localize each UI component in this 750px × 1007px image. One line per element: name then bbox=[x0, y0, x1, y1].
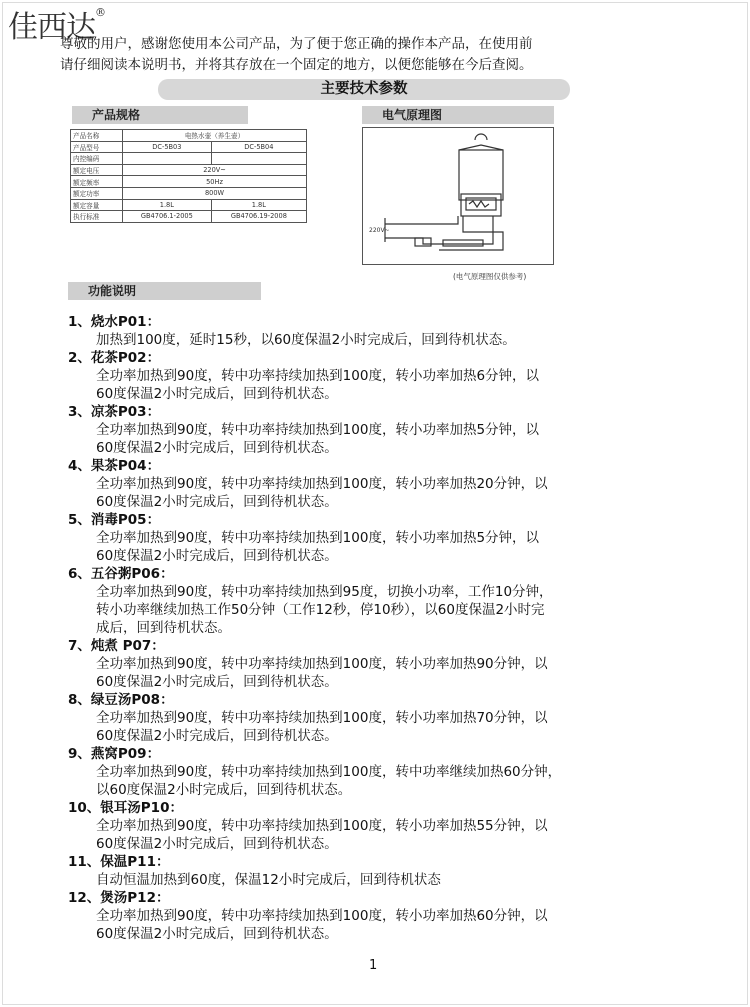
list-item bbox=[68, 691, 688, 745]
list-item bbox=[68, 349, 688, 403]
spec-value: DC-5B04 bbox=[211, 141, 306, 153]
spec-value: 800W bbox=[123, 187, 307, 199]
circuit-diagram bbox=[362, 127, 554, 265]
feature-title: 6、五谷粥P06： bbox=[68, 566, 174, 582]
feature-description: 自动恒温加热到60度，保温12小时完成后，回到待机状态 bbox=[96, 872, 441, 888]
spec-value: 220V~ bbox=[123, 164, 307, 176]
spec-value: GB4706.1-2005 bbox=[123, 211, 212, 223]
circuit-schematic bbox=[363, 128, 553, 264]
list-item bbox=[68, 799, 688, 853]
section-banner: 主要技术参数 bbox=[158, 79, 570, 100]
feature-title: 5、消毒P05： bbox=[68, 512, 161, 528]
feature-title: 12、煲汤P12： bbox=[68, 890, 170, 906]
spec-value bbox=[211, 153, 306, 165]
feature-description: 全功率加热到90度，转中功率持续加热到100度，转小功率加热6分钟，以 60度保温2小时完成后，回到待机状态。 bbox=[96, 368, 540, 402]
spec-value: DC-5B03 bbox=[123, 141, 212, 153]
spec-value: 1.8L bbox=[211, 199, 306, 211]
diagram-voltage-label: 220V~ bbox=[369, 227, 390, 234]
list-item bbox=[68, 403, 688, 457]
table-row bbox=[71, 211, 307, 223]
feature-title: 3、凉茶P03： bbox=[68, 404, 161, 420]
table-row bbox=[71, 153, 307, 165]
feature-description: 全功率加热到90度，转中功率持续加热到100度，转小功率加热90分钟，以 60度保温2小时完成后，回到待机状态。 bbox=[96, 656, 548, 690]
spec-label: 额定频率 bbox=[71, 176, 123, 188]
list-item bbox=[68, 313, 688, 349]
table-row bbox=[71, 199, 307, 211]
spec-value: 电热水壶（养生壶） bbox=[123, 130, 307, 142]
spec-value: 50Hz bbox=[123, 176, 307, 188]
intro-line: 请仔细阅读本说明书，并将其存放在一个固定的地方，以便您能够在今后查阅。 bbox=[60, 57, 533, 73]
feature-description: 全功率加热到90度，转中功率持续加热到100度，转小功率加热60分钟，以 60度保温2小时完成后，回到待机状态。 bbox=[96, 908, 548, 942]
spec-heading: 产品规格 bbox=[72, 106, 248, 124]
features-heading: 功能说明 bbox=[68, 282, 261, 300]
feature-description: 加热到100度，延时15秒，以60度保温2小时完成后，回到待机状态。 bbox=[96, 332, 516, 348]
page-number: 1 bbox=[369, 958, 378, 973]
spec-label: 产品型号 bbox=[71, 141, 123, 153]
feature-description: 全功率加热到90度，转中功率持续加热到100度，转小功率加热70分钟，以 60度保温2小时完成后，回到待机状态。 bbox=[96, 710, 548, 744]
spec-table bbox=[70, 129, 307, 223]
intro-line: 尊敬的用户，感谢您使用本公司产品，为了便于您正确的操作本产品，在使用前 bbox=[60, 36, 533, 52]
list-item bbox=[68, 511, 688, 565]
list-item bbox=[68, 889, 688, 943]
diagram-heading: 电气原理图 bbox=[362, 106, 554, 124]
spec-value bbox=[123, 153, 212, 165]
feature-title: 9、燕窝P09： bbox=[68, 746, 161, 762]
spec-label: 额定电压 bbox=[71, 164, 123, 176]
list-item bbox=[68, 637, 688, 691]
intro-paragraph bbox=[60, 34, 700, 76]
feature-title: 2、花茶P02： bbox=[68, 350, 161, 366]
list-item bbox=[68, 457, 688, 511]
list-item bbox=[68, 565, 688, 637]
feature-title: 8、绿豆汤P08： bbox=[68, 692, 174, 708]
spec-label: 执行标准 bbox=[71, 211, 123, 223]
table-row bbox=[71, 164, 307, 176]
table-row bbox=[71, 176, 307, 188]
table-row bbox=[71, 141, 307, 153]
spec-label: 额定容量 bbox=[71, 199, 123, 211]
spec-value: GB4706.19-2008 bbox=[211, 211, 306, 223]
spec-value: 1.8L bbox=[123, 199, 212, 211]
feature-description: 全功率加热到90度，转中功率持续加热到100度，转小功率加热20分钟，以 60度保温2小时完成后，回到待机状态。 bbox=[96, 476, 548, 510]
list-item bbox=[68, 745, 688, 799]
feature-title: 10、银耳汤P10： bbox=[68, 800, 183, 816]
spec-label: 产品名称 bbox=[71, 130, 123, 142]
table-row bbox=[71, 187, 307, 199]
feature-description: 全功率加热到90度，转中功率持续加热到100度，转小功率加热55分钟，以 60度保温2小时完成后，回到待机状态。 bbox=[96, 818, 548, 852]
feature-description: 全功率加热到90度，转中功率持续加热到95度，切换小功率，工作10分钟， 转小功率继续加热工作50分钟（工作12秒，停10秒），以60度保温2小时完 成后，回到待机状态。 bbox=[96, 584, 553, 636]
feature-title: 11、保温P11： bbox=[68, 854, 170, 870]
table-row bbox=[71, 130, 307, 142]
feature-list bbox=[68, 313, 688, 943]
diagram-caption: (电气原理图仅供参考) bbox=[453, 272, 527, 281]
logo-text: 佳西达 bbox=[8, 10, 95, 45]
feature-description: 全功率加热到90度，转中功率持续加热到100度，转小功率加热5分钟，以 60度保温2小时完成后，回到待机状态。 bbox=[96, 422, 540, 456]
feature-description: 全功率加热到90度，转中功率持续加热到100度，转中功率继续加热60分钟， 以60度保温2小时完成后，回到待机状态。 bbox=[96, 764, 562, 798]
feature-description: 全功率加热到90度，转中功率持续加热到100度，转小功率加热5分钟，以 60度保温2小时完成后，回到待机状态。 bbox=[96, 530, 540, 564]
spec-label: 额定功率 bbox=[71, 187, 123, 199]
feature-title: 4、果茶P04： bbox=[68, 458, 161, 474]
spec-label: 内控编码 bbox=[71, 153, 123, 165]
feature-title: 1、烧水P01： bbox=[68, 314, 161, 330]
list-item bbox=[68, 853, 688, 889]
feature-title: 7、炖煮 P07： bbox=[68, 638, 165, 654]
registered-mark: ® bbox=[95, 6, 105, 19]
